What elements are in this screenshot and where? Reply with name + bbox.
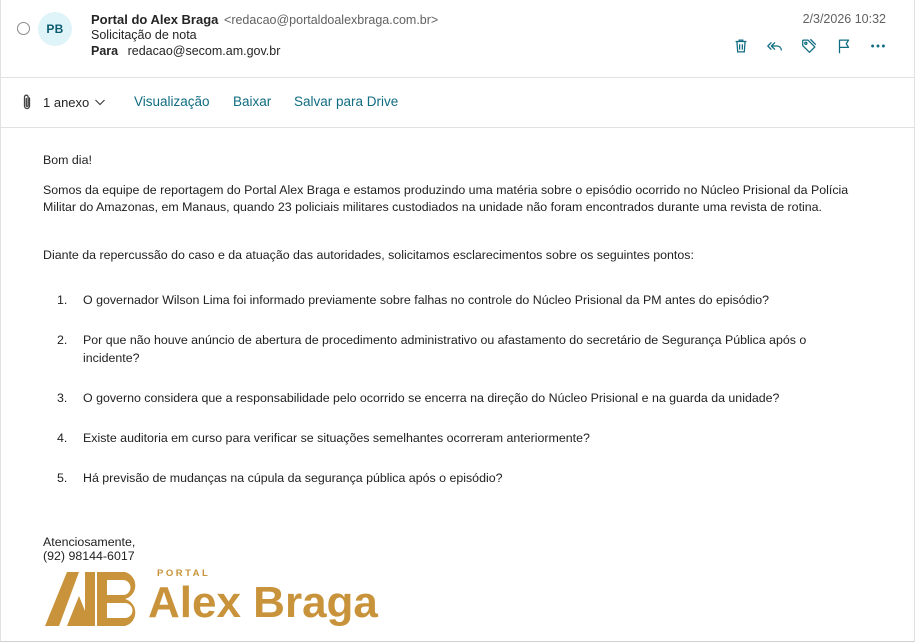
chevron-down-icon[interactable]	[94, 97, 106, 107]
message-subject: Solicitação de nota	[91, 28, 197, 42]
reply-all-button[interactable]	[765, 36, 785, 56]
to-label: Para	[91, 44, 119, 58]
sender-name[interactable]: Portal do Alex Braga	[91, 12, 219, 27]
tag-button[interactable]	[799, 36, 819, 56]
delete-button[interactable]	[731, 36, 751, 56]
more-options-button[interactable]	[868, 36, 888, 56]
save-to-drive-link[interactable]: Salvar para Drive	[294, 94, 399, 109]
recipient-line	[91, 44, 280, 58]
flag-button[interactable]	[834, 36, 854, 56]
tag-icon	[800, 37, 818, 55]
message-date: 2/3/2026 10:32	[802, 12, 886, 26]
request-paragraph: Diante da repercussão do caso e da atuação das autoridades, solicitamos esclarecimentos sobre os seguintes pontos:	[43, 248, 694, 262]
list-item: 2. Por que não houve anúncio de abertura de procedimento administrativo ou afastamento do secretário de Segurança Pública após o incidente?	[57, 333, 807, 365]
attachment-count-toggle[interactable]: 1 anexo	[43, 95, 90, 110]
greeting: Bom dia!	[43, 153, 92, 167]
logo-name-text: Alex Braga	[148, 578, 378, 627]
list-item: 3. O governo considera que a responsabilidade pelo ocorrido se encerra na direção do Núcleo Prisional e na guarda da unidade?	[57, 391, 780, 405]
list-item: 1. O governador Wilson Lima foi informado previamente sobre falhas no controle do Núcleo Prisional da PM antes do episódio?	[57, 293, 769, 307]
flag-icon	[835, 37, 853, 55]
select-message-radio[interactable]	[17, 22, 30, 35]
preview-attachment-link[interactable]: Visualização	[134, 94, 210, 109]
paperclip-icon	[20, 93, 34, 111]
logo-portal-text: PORTAL	[157, 568, 211, 579]
sender-email[interactable]: <redacao@portaldoalexbraga.com.br>	[224, 13, 439, 27]
recipient-address[interactable]: redacao@secom.am.gov.br	[127, 44, 281, 58]
reply-all-icon	[766, 37, 784, 55]
intro-paragraph: Somos da equipe de reportagem do Portal Alex Braga e estamos produzindo uma matéria sobre o episódio ocorrido no Núcleo Prisional da Polícia Militar do Amazonas, em Manaus, quando 23 policiais militares custodiados na unidade não foram encontrados durante uma revista de rotina.	[43, 183, 849, 214]
list-item: 4. Existe auditoria em curso para verificar se situações semelhantes ocorreram anteriormente?	[57, 431, 590, 445]
avatar[interactable]: PB	[38, 12, 72, 46]
delete-icon	[732, 37, 750, 55]
list-item: 5. Há previsão de mudanças na cúpula da segurança pública após o episódio?	[57, 471, 503, 485]
phone-number: (92) 98144-6017	[43, 549, 135, 563]
download-attachment-link[interactable]: Baixar	[233, 94, 272, 109]
sender-line	[91, 12, 438, 27]
signoff: Atenciosamente,	[43, 535, 136, 549]
more-icon	[869, 37, 887, 55]
